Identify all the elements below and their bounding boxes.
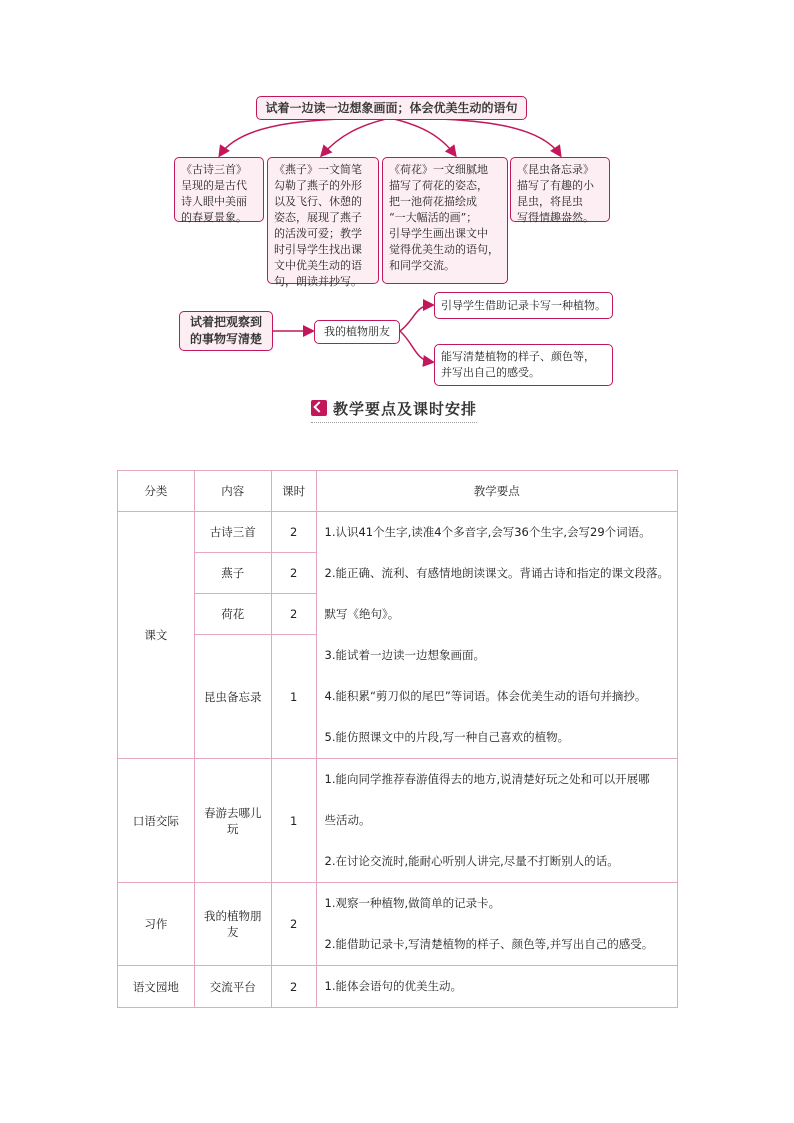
points-cell (316, 966, 678, 1008)
point-line: 2.能正确、流利、有感情地朗读课文。背诵古诗和指定的课文段落。 (324, 566, 669, 580)
point-line: 2.能借助记录卡,写清楚植物的样子、颜色等,并写出自己的感受。 (324, 937, 654, 951)
mindmap-right-top: 引导学生借助记录卡写一种植物。 (434, 292, 613, 319)
table-row (118, 883, 678, 966)
content-cell: 春游去哪儿玩 (194, 759, 271, 883)
point-line: 2.在讨论交流时,能耐心听别人讲完,尽量不打断别人的话。 (324, 854, 619, 868)
mindmap-right-bottom: 能写清楚植物的样子、颜色等， 并写出自己的感受。 (434, 344, 613, 386)
mindmap-left-box: 试着把观察到 的事物写清楚 (179, 311, 273, 351)
content-cell: 荷花 (194, 594, 271, 635)
hours-cell: 2 (271, 553, 316, 594)
header-points: 教学要点 (316, 471, 678, 512)
section-marker-icon (311, 400, 327, 416)
points-cell (316, 759, 678, 883)
mindmap-middle-box: 我的植物朋友 (314, 320, 400, 344)
point-line: 默写《绝句》。 (324, 607, 400, 621)
point-line: 1.认识41个生字,读准4个多音字,会写36个生字,会写29个词语。 (324, 525, 651, 539)
point-line: 1.能体会语句的优美生动。 (324, 979, 462, 993)
mindmap-box-gushi: 《古诗三首》 呈现的是古代 诗人眼中美丽 的春夏景象。 (174, 157, 264, 222)
point-line: 1.观察一种植物,做简单的记录卡。 (324, 896, 501, 910)
hours-cell: 1 (271, 635, 316, 759)
point-line: 4.能积累“剪刀似的尾巴”等词语。体会优美生动的语句并摘抄。 (324, 689, 647, 703)
mindmap-box-kunchong: 《昆虫备忘录》 描写了有趣的小 昆虫，将昆虫 写得情趣盎然。 (510, 157, 610, 222)
hours-cell: 1 (271, 759, 316, 883)
content-cell: 古诗三首 (194, 512, 271, 553)
table-row (118, 512, 678, 553)
mindmap-top-title: 试着一边读一边想象画面；体会优美生动的语句 (256, 96, 527, 120)
points-cell (316, 883, 678, 966)
section-heading (311, 396, 477, 423)
header-content: 内容 (194, 471, 271, 512)
table-row (118, 966, 678, 1008)
point-line: 1.能向同学推荐春游值得去的地方,说清楚好玩之处和可以开展哪 (324, 772, 650, 786)
point-line: 3.能试着一边读一边想象画面。 (324, 648, 485, 662)
table-header-row (118, 471, 678, 512)
category-cell: 语文园地 (118, 966, 195, 1008)
points-cell (316, 512, 678, 759)
mind-map (0, 0, 794, 400)
hours-cell: 2 (271, 883, 316, 966)
hours-cell: 2 (271, 512, 316, 553)
section-title: 教学要点及课时安排 (333, 399, 478, 418)
content-cell: 昆虫备忘录 (194, 635, 271, 759)
mindmap-box-hehua: 《荷花》一文细腻地 描写了荷花的姿态， 把一池荷花描绘成 “一大幅活的画”； 引导学生画出课文中 觉得优美生动的语句， 和同学交流。 (382, 157, 508, 284)
category-cell: 课文 (118, 512, 195, 759)
content-cell: 交流平台 (194, 966, 271, 1008)
point-line: 些活动。 (324, 813, 371, 827)
point-line: 5.能仿照课文中的片段,写一种自己喜欢的植物。 (324, 730, 570, 744)
teaching-plan-table (117, 470, 678, 1008)
header-category: 分类 (118, 471, 195, 512)
header-hours: 课时 (271, 471, 316, 512)
hours-cell: 2 (271, 966, 316, 1008)
content-cell: 我的植物朋友 (194, 883, 271, 966)
hours-cell: 2 (271, 594, 316, 635)
table-row (118, 759, 678, 883)
content-cell: 燕子 (194, 553, 271, 594)
category-cell: 口语交际 (118, 759, 195, 883)
category-cell: 习作 (118, 883, 195, 966)
mindmap-box-yanzi: 《燕子》一文简笔 勾勒了燕子的外形 以及飞行、休憩的 姿态，展现了燕子 的活泼可爱；教学 时引导学生找出课 文中优美生动的语 句，朗读并抄写。 (267, 157, 379, 284)
